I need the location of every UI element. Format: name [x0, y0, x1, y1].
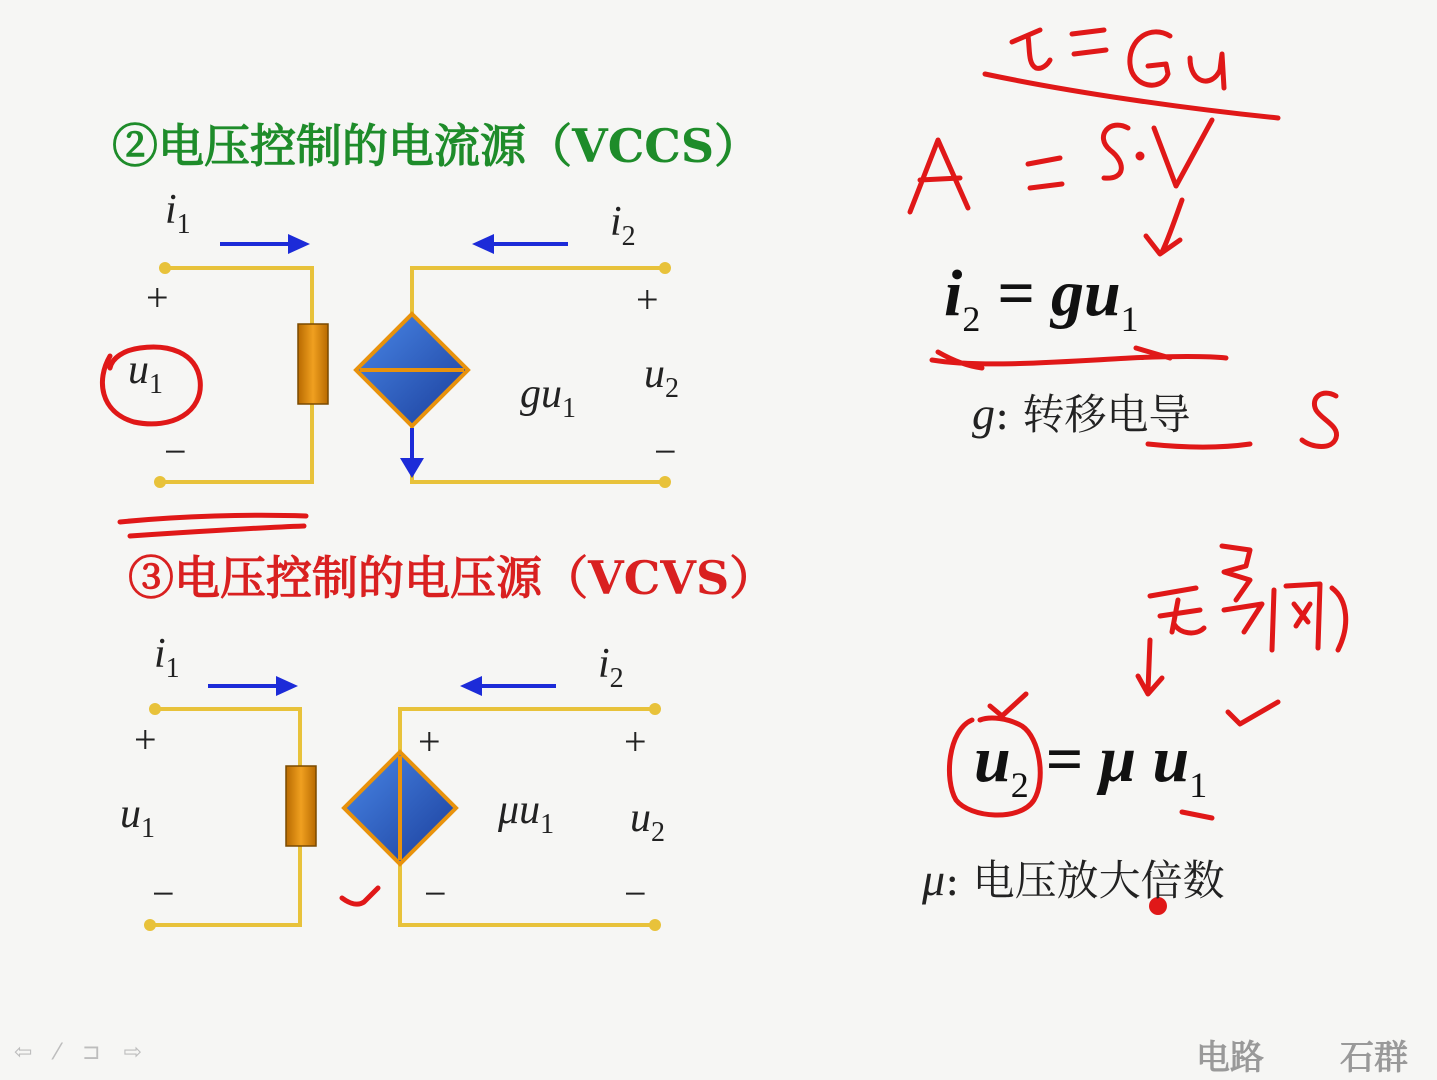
hw-A-glyph — [910, 140, 968, 212]
vccs-i1-label: $i_1$ — [165, 187, 191, 240]
vccs-u1-label: $u_1$ — [128, 347, 163, 400]
vccs-i1-arrow — [220, 234, 310, 254]
vcvs-terminal-bl — [144, 919, 156, 931]
vccs-i2-label: $i_2$ — [610, 199, 636, 252]
footer-author: 石群 — [1340, 1038, 1408, 1078]
hw-down-arrow-2 — [1138, 640, 1162, 694]
vcvs-u1-plus: + — [134, 717, 157, 762]
vcvs-equation: $u_2 = \mu$ $u_1$ — [974, 723, 1208, 805]
hw-check-1 — [1228, 702, 1278, 724]
vcvs-terminal-br — [649, 919, 661, 931]
vcvs-u2-label: $u_2$ — [630, 795, 665, 848]
vccs-terminal-bl — [154, 476, 166, 488]
vcvs-terminal-tl — [149, 703, 161, 715]
vcvs-source-minus: − — [424, 871, 447, 916]
vccs-source-arrow — [400, 428, 424, 478]
hw-u-glyph — [1190, 54, 1224, 88]
vcvs-u1-minus: − — [152, 871, 175, 916]
vccs-u2-plus: + — [636, 277, 659, 322]
vccs-u1-plus: + — [146, 275, 169, 320]
hw-equals-1 — [1072, 30, 1106, 54]
vcvs-param-description: μ: 电压放大倍数 — [922, 854, 1225, 905]
vcvs-source-plus: + — [418, 719, 441, 764]
hw-underline-conductance — [1148, 444, 1250, 447]
vccs-source-label: $gu_1$ — [520, 371, 576, 424]
hw-underline-left — [120, 515, 306, 536]
hw-S-glyph — [1103, 125, 1128, 178]
hw-down-arrow-1 — [1146, 200, 1182, 254]
vccs-terminal-tl — [159, 262, 171, 274]
vcvs-u2-plus: + — [624, 719, 647, 764]
vccs-title: ②电压控制的电流源（VCCS） — [112, 119, 761, 173]
vcvs-resistor — [286, 766, 316, 846]
vcvs-u2-minus: − — [624, 871, 647, 916]
hw-fraction-line — [985, 74, 1278, 118]
vcvs-i2-label: $i_2$ — [598, 641, 624, 694]
vccs-param-description: g: 转移电导 — [972, 388, 1191, 439]
hw-V-glyph — [1154, 120, 1212, 186]
vccs-equation: $i_2 = gu_1$ — [944, 257, 1139, 339]
vccs-terminal-br — [659, 476, 671, 488]
vccs-u2-minus: − — [654, 429, 677, 474]
vccs-u1-minus: − — [164, 429, 187, 474]
vcvs-terminal-tr — [649, 703, 661, 715]
vcvs-i1-label: $i_1$ — [154, 631, 180, 684]
vcvs-dependent-source — [344, 752, 456, 864]
hw-equals-2 — [1028, 158, 1062, 188]
vccs-u2-label: $u_2$ — [644, 351, 679, 404]
vcvs-title: ③电压控制的电压源（VCVS） — [128, 551, 776, 605]
hw-underline-vccs — [932, 348, 1226, 368]
vcvs-u1-label: $u_1$ — [120, 791, 155, 844]
hw-check-vcvs — [342, 888, 378, 904]
vccs-resistor — [298, 324, 328, 404]
hw-scrawl-word — [1150, 546, 1346, 650]
footer-course: 电路 — [1196, 1038, 1264, 1078]
vcvs-source-label: $\mu u_1$ — [498, 787, 555, 840]
hw-i-glyph — [1012, 30, 1050, 68]
hw-check-small — [990, 694, 1026, 716]
vcvs-i1-arrow — [208, 676, 298, 696]
vccs-i2-arrow — [472, 234, 568, 254]
vccs-dependent-source — [356, 314, 468, 426]
hw-unit-S — [1302, 393, 1337, 446]
hw-underline-u1 — [1182, 812, 1212, 818]
slide-nav-icons[interactable]: ⇦ ⁄ ⊐ ⇨ — [14, 1040, 150, 1065]
vccs-terminal-tr — [659, 262, 671, 274]
hw-dot — [1138, 154, 1142, 158]
hw-G-glyph — [1130, 32, 1170, 85]
vcvs-i2-arrow — [460, 676, 556, 696]
